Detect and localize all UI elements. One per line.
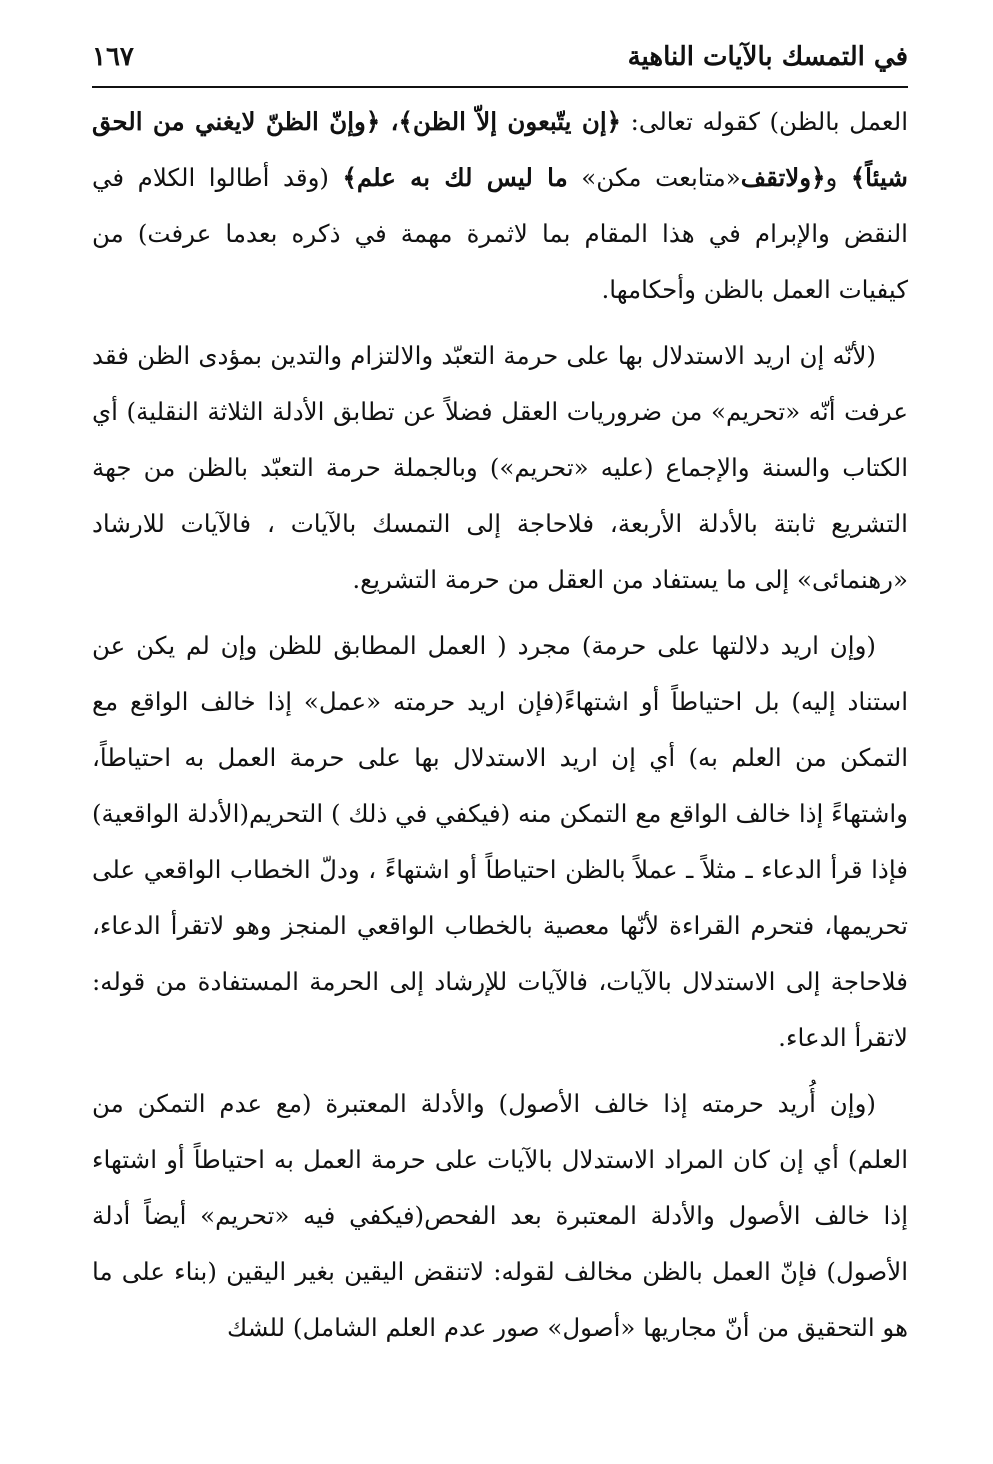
text-run: و [825,163,851,192]
quran-verse: ﴿ولاتقف [740,163,826,192]
text-run: العمل بالظن) كقوله تعالى: [621,107,908,136]
text-run: (وإن اريد دلالتها على حرمة) مجرد ( العمل المطابق للظن وإن لم يكن عن استناد إليه) بل احتياطاً أو اشتهاءً(فإن اريد حرمته «عمل» إذا خالف الواقع مع التمكن من العلم به) أي إن اريد الاستدلال بها على حرمة العمل به احتياطاً، واشتهاءً إذا خالف الواقع مع التمكن منه (فيكفي في ذلك ) التحريم(الأدلة الواقعية) فإذا قرأ الدعاء ـ مثلاً ـ عملاً بالظن احتياطاً أو اشتهاءً ، ودلّ الخطاب الواقعي على تحريمها، فتحرم القراءة لأنّها معصية بالخطاب الواقعي المنجز وهو لاتقرأ الدعاء، فلاحاجة إلى الاستدلال بالآيات، فالآيات للإرشاد إلى الحرمة المستفادة من قوله: لاتقرأ الدعاء. [92,631,908,1052]
page-body [92,94,908,1356]
text-run: (لأنّه إن اريد الاستدلال بها على حرمة التعبّد والالتزام والتدين بمؤدى الظن فقد عرفت أنّه «تحريم» من ضروريات العقل فضلاً عن تطابق الأدلة الثلاثة النقلية) أي الكتاب والسنة والإجماع (عليه «تحريم») وبالجملة حرمة التعبّد بالظن من جهة التشريع ثابتة بالأدلة الأربعة، فلاحاجة إلى التمسك بالآيات ، فالآيات للارشاد «رهنمائى» إلى ما يستفاد من العقل من حرمة التشريع. [92,341,908,594]
text-run: (وقد أطالوا الكلام في النقض والإبرام في هذا المقام بما لاثمرة مهمة في ذكره بعدما عرفت) من كيفيات العمل بالظن وأحكامها. [92,163,908,304]
page-number: ١٦٧ [92,42,134,72]
paragraph [92,1076,908,1356]
text-run: «متابعت مكن» [567,163,741,192]
paragraph [92,94,908,318]
text-run: (وإن أُريد حرمته إذا خالف الأصول) والأدلة المعتبرة (مع عدم التمكن من العلم) أي إن كان المراد الاستدلال بالآيات على حرمة العمل به احتياطاً أو اشتهاء إذا خالف الأصول والأدلة المعتبرة بعد الفحص(فيكفي فيه «تحريم» أيضاً أدلة الأصول) فإنّ العمل بالظن مخالف لقوله: لاتنقض اليقين بغير اليقين (بناء على ما هو التحقيق من أنّ مجاريها «أصول» صور عدم العلم الشامل) للشك [92,1089,908,1342]
paragraph [92,618,908,1066]
quran-verse: ﴿إن يتّبعون إلاّ الظن﴾، ﴿وإنّ الظنّ لايغني من الحق شيئاً﴾ [92,107,908,192]
header-divider [92,86,908,88]
quran-verse: ما ليس لك به علم﴾ [342,163,568,192]
paragraph [92,328,908,608]
header-title: في التمسك بالآيات الناهية [627,42,908,72]
running-header [92,40,908,86]
